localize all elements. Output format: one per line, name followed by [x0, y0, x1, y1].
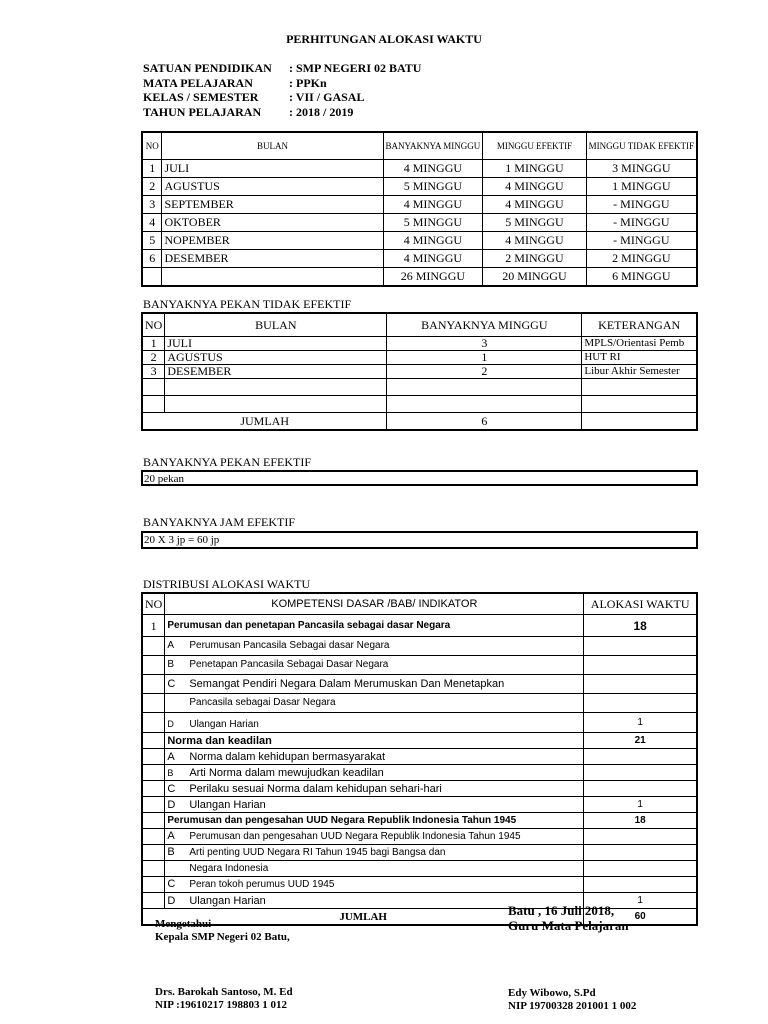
indicator-cell — [165, 797, 584, 813]
indicator-row — [142, 781, 697, 797]
total-efektif: 20 MINGGU — [483, 268, 586, 287]
cell-empty — [584, 765, 697, 781]
name-left: Drs. Barokah Santoso, M. Ed — [155, 986, 293, 998]
cell-no — [142, 765, 165, 781]
cell-no — [142, 749, 165, 765]
indicator-row — [142, 713, 697, 733]
cell-no — [142, 781, 165, 797]
kd-row — [142, 813, 697, 829]
cell-efektif: 1 MINGGU — [483, 160, 586, 178]
table-row — [142, 351, 697, 365]
nip-left: NIP :19610217 198803 1 012 — [155, 999, 287, 1011]
cell-empty — [142, 396, 165, 413]
indicator-text: Arti penting UUD Negara RI Tahun 1945 bagi Bangsa dan — [189, 847, 446, 858]
cell-efektif: 2 MINGGU — [483, 250, 586, 268]
col-header-keterangan: KETERANGAN — [582, 313, 697, 337]
indicator-text: Perumusan dan pengesahan UUD Negara Republik Indonesia Tahun 1945 — [189, 831, 521, 842]
table-row — [142, 160, 697, 178]
empty-row — [142, 396, 697, 413]
total-value: 60 — [584, 909, 697, 926]
cell-no — [142, 268, 162, 287]
signature-right — [508, 987, 636, 1013]
indicator-row — [142, 749, 697, 765]
info-value: : PPKn — [289, 75, 327, 90]
cell-empty — [584, 877, 697, 893]
cell-keterangan: MPLS/Orientasi Pemb — [582, 337, 697, 351]
col-header-no: NO — [142, 593, 165, 615]
signature-left — [155, 986, 293, 1012]
col-header-kompetensi: KOMPETENSI DASAR /BAB/ INDIKATOR — [165, 593, 584, 615]
kd-alloc: 21 — [584, 733, 697, 749]
name-right: Edy Wibowo, S.Pd — [508, 987, 596, 999]
effective-hours-value: 20 X 3 jp = 60 jp — [141, 531, 698, 549]
empty-row — [142, 379, 697, 396]
cell-bulan: OKTOBER — [162, 214, 383, 232]
table-row — [142, 337, 697, 351]
indicator-text: Ulangan Harian — [189, 719, 259, 730]
role-left: Kepala SMP Negeri 02 Batu, — [155, 931, 290, 943]
table-row — [142, 196, 697, 214]
document-title: PERHITUNGAN ALOKASI WAKTU — [286, 32, 482, 46]
cell-tidak-efektif: - MINGGU — [586, 232, 697, 250]
role-right: Guru Mata Pelajaran — [508, 918, 629, 933]
indicator-row — [142, 797, 697, 813]
info-label: SATUAN PENDIDIKAN — [143, 61, 272, 75]
cell-empty — [584, 861, 697, 877]
cell-no: 3 — [142, 196, 162, 214]
indicator-alloc: 1 — [584, 713, 697, 733]
indicator-row — [142, 845, 697, 861]
cell-empty — [584, 675, 697, 694]
indicator-letter: A — [167, 830, 175, 842]
cell-empty — [584, 694, 697, 713]
cell-no: 6 — [142, 250, 162, 268]
info-label: TAHUN PELAJARAN — [143, 104, 262, 119]
indicator-text: Negara Indonesia — [189, 862, 269, 874]
cell-empty — [582, 396, 697, 413]
total-tidak-efektif: 6 MINGGU — [586, 268, 697, 287]
indicator-cell — [165, 749, 584, 765]
cell-no: 1 — [142, 337, 165, 351]
indicator-cell — [165, 781, 584, 797]
cell-tidak-efektif: 3 MINGGU — [586, 160, 697, 178]
table-header-row — [142, 313, 697, 337]
col-header-minggu-efektif: MINGGU EFEKTIF — [483, 132, 586, 160]
indicator-row — [142, 675, 697, 694]
cell-empty — [584, 656, 697, 675]
total-label: JUMLAH — [142, 413, 387, 431]
section-title: BANYAKNYA PEKAN EFEKTIF — [143, 455, 312, 469]
total-row — [142, 413, 697, 431]
kd-title: Norma dan keadilan — [165, 733, 584, 749]
signature-left-header — [155, 918, 290, 944]
cell-empty — [165, 379, 387, 396]
cell-tidak-efektif: - MINGGU — [586, 214, 697, 232]
indicator-cell — [165, 765, 584, 781]
time-distribution-table — [141, 592, 698, 926]
cell-efektif: 5 MINGGU — [483, 214, 586, 232]
indicator-letter: C — [167, 878, 176, 890]
cell-no — [142, 829, 165, 845]
cell-minggu: 4 MINGGU — [383, 250, 483, 268]
cell-tidak-efektif: 2 MINGGU — [586, 250, 697, 268]
cell-no: 1 — [142, 615, 165, 637]
cell-minggu: 1 — [387, 351, 582, 365]
indicator-cell — [165, 845, 584, 861]
cell-bulan: AGUSTUS — [165, 351, 387, 365]
kd-row — [142, 733, 697, 749]
cell-minggu: 5 MINGGU — [383, 214, 483, 232]
indicator-letter: B — [167, 767, 174, 778]
indicator-cell — [165, 861, 584, 877]
table-row — [142, 250, 697, 268]
info-value: : SMP NEGERI 02 BATU — [289, 61, 422, 75]
col-header-no: NO — [142, 132, 162, 160]
cell-minggu: 4 MINGGU — [383, 196, 483, 214]
effective-weeks-value: 20 pekan — [141, 470, 698, 486]
info-label: KELAS / SEMESTER — [143, 90, 259, 104]
cell-efektif: 4 MINGGU — [483, 196, 586, 214]
indicator-row — [142, 829, 697, 845]
indicator-letter: A — [167, 750, 175, 763]
col-header-banyaknya-minggu: BANYAKNYA MINGGU — [387, 313, 582, 337]
cell-tidak-efektif: - MINGGU — [586, 196, 697, 214]
indicator-text: Ulangan Harian — [189, 798, 266, 811]
col-header-alokasi: ALOKASI WAKTU — [584, 593, 697, 615]
cell-empty — [387, 396, 582, 413]
info-label: MATA PELAJARAN — [143, 75, 253, 90]
cell-no — [142, 713, 165, 733]
cell-no: 2 — [142, 351, 165, 365]
indicator-cell — [165, 713, 584, 733]
cell-empty — [582, 413, 697, 431]
indicator-letter: A — [167, 640, 175, 651]
total-minggu: 26 MINGGU — [383, 268, 483, 287]
indicator-row — [142, 637, 697, 656]
info-value: : 2018 / 2019 — [289, 104, 354, 119]
indicator-row — [142, 861, 697, 877]
indicator-cell — [165, 877, 584, 893]
cell-minggu: 2 — [387, 365, 582, 379]
total-row — [142, 268, 697, 287]
col-header-bulan: BULAN — [162, 132, 383, 160]
info-row — [143, 105, 421, 120]
cell-no — [142, 861, 165, 877]
section-title: BANYAKNYA JAM EFEKTIF — [143, 515, 296, 529]
cell-empty — [584, 749, 697, 765]
kd-row — [142, 615, 697, 637]
cell-no — [142, 797, 165, 813]
week-count-table — [141, 131, 698, 287]
cell-no — [142, 656, 165, 675]
indicator-letter: D — [167, 798, 176, 811]
cell-empty — [584, 637, 697, 656]
cell-minggu: 4 MINGGU — [383, 160, 483, 178]
indicator-text: Norma dalam kehidupan bermasyarakat — [189, 750, 385, 763]
cell-empty — [582, 379, 697, 396]
cell-empty — [584, 781, 697, 797]
col-header-no: NO — [142, 313, 165, 337]
table-row — [142, 365, 697, 379]
cell-no: 5 — [142, 232, 162, 250]
kd-title: Perumusan dan pengesahan UUD Negara Republik Indonesia Tahun 1945 — [165, 813, 584, 829]
place-date: Batu , 16 Juli 2018, — [508, 903, 615, 918]
cell-tidak-efektif: 1 MINGGU — [586, 178, 697, 196]
cell-efektif: 4 MINGGU — [483, 178, 586, 196]
cell-minggu: 4 MINGGU — [383, 232, 483, 250]
cell-keterangan: Libur Akhir Semester — [582, 365, 697, 379]
indicator-letter: D — [167, 719, 174, 729]
col-header-banyaknya-minggu: BANYAKNYA MINGGU — [383, 132, 483, 160]
cell-no: 1 — [142, 160, 162, 178]
indicator-text: Pancasila sebagai Dasar Negara — [189, 697, 336, 708]
cell-bulan: DESEMBER — [165, 365, 387, 379]
cell-no — [142, 845, 165, 861]
indicator-text: Semangat Pendiri Negara Dalam Merumuskan Dan Menetapkan — [189, 678, 505, 690]
mengetahui-label: Mengetahui — [155, 918, 212, 930]
indicator-row — [142, 694, 697, 713]
indicator-cell — [165, 675, 584, 694]
cell-bulan: AGUSTUS — [162, 178, 383, 196]
cell-efektif: 4 MINGGU — [483, 232, 586, 250]
info-row — [143, 90, 421, 105]
table-row — [142, 214, 697, 232]
table-row — [142, 178, 697, 196]
cell-keterangan: HUT RI — [582, 351, 697, 365]
cell-bulan: JULI — [162, 160, 383, 178]
indicator-text: Perilaku sesuai Norma dalam kehidupan sehari-hari — [189, 782, 442, 795]
indicator-row — [142, 877, 697, 893]
cell-no: 2 — [142, 178, 162, 196]
cell-bulan: SEPTEMBER — [162, 196, 383, 214]
kd-title: Perumusan dan penetapan Pancasila sebagai dasar Negara — [165, 615, 584, 637]
cell-bulan: DESEMBER — [162, 250, 383, 268]
cell-bulan — [162, 268, 383, 287]
cell-no — [142, 694, 165, 713]
kd-alloc: 18 — [584, 615, 697, 637]
indicator-alloc: 1 — [584, 893, 697, 909]
cell-empty — [584, 829, 697, 845]
indicator-text: Penetapan Pancasila Sebagai Dasar Negara — [189, 659, 389, 670]
indicator-letter: B — [167, 659, 175, 670]
cell-no — [142, 813, 165, 829]
indicator-letter: B — [167, 846, 175, 858]
indicator-cell — [165, 829, 584, 845]
table-row — [142, 232, 697, 250]
indicator-text: Ulangan Harian — [189, 894, 266, 907]
cell-empty — [387, 379, 582, 396]
indicator-cell — [165, 694, 584, 713]
indicator-row — [142, 656, 697, 675]
indicator-letter: D — [167, 894, 176, 907]
nip-right: NIP 19700328 201001 1 002 — [508, 1000, 637, 1012]
cell-empty — [584, 845, 697, 861]
indicator-cell — [165, 637, 584, 656]
cell-empty — [142, 379, 165, 396]
cell-empty — [165, 396, 387, 413]
indicator-text: Perumusan Pancasila Sebagai dasar Negara — [189, 640, 390, 651]
cell-no: 4 — [142, 214, 162, 232]
indicator-cell — [165, 656, 584, 675]
cell-minggu: 3 — [387, 337, 582, 351]
indicator-letter: C — [167, 678, 176, 690]
indicator-alloc: 1 — [584, 797, 697, 813]
cell-no — [142, 675, 165, 694]
cell-no — [142, 733, 165, 749]
identity-block — [143, 61, 421, 119]
info-value: : VII / GASAL — [289, 90, 365, 104]
col-header-bulan: BULAN — [165, 313, 387, 337]
section-title: BANYAKNYA PEKAN TIDAK EFEKTIF — [143, 297, 352, 311]
indicator-letter: C — [167, 782, 176, 795]
total-value: 6 — [387, 413, 582, 431]
col-header-minggu-tidak-efektif: MINGGU TIDAK EFEKTIF — [586, 132, 697, 160]
section-title: DISTRIBUSI ALOKASI WAKTU — [143, 577, 311, 591]
table-header-row — [142, 132, 697, 160]
non-effective-weeks-table — [141, 312, 698, 431]
indicator-text: Arti Norma dalam mewujudkan keadilan — [189, 766, 384, 779]
indicator-text: Peran tokoh perumus UUD 1945 — [189, 879, 335, 890]
cell-bulan: NOPEMBER — [162, 232, 383, 250]
total-label: JUMLAH — [142, 909, 584, 926]
cell-minggu: 5 MINGGU — [383, 178, 483, 196]
cell-no — [142, 637, 165, 656]
cell-no — [142, 877, 165, 893]
info-row — [143, 61, 421, 76]
info-row — [143, 76, 421, 91]
table-header-row — [142, 593, 697, 615]
cell-bulan: JULI — [165, 337, 387, 351]
signature-right-header — [508, 903, 629, 933]
cell-no: 3 — [142, 365, 165, 379]
kd-alloc: 18 — [584, 813, 697, 829]
indicator-row — [142, 765, 697, 781]
cell-no — [142, 893, 165, 909]
